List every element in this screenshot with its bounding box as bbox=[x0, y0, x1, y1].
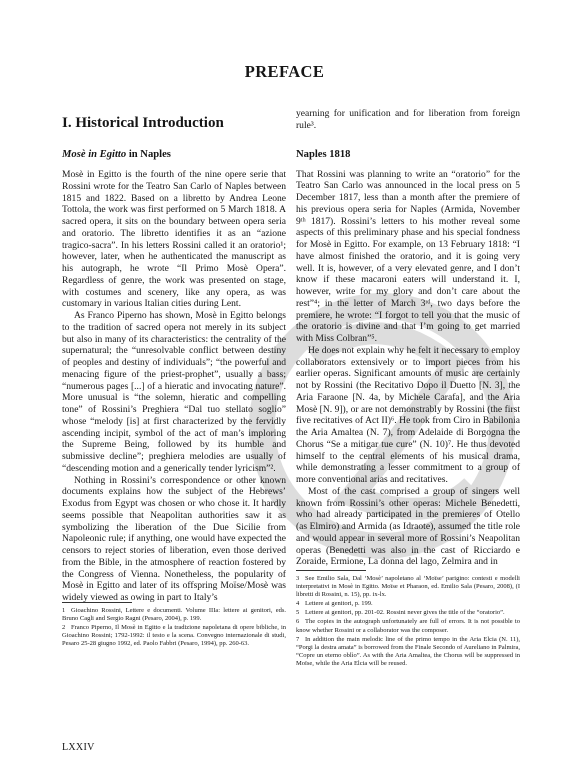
paragraph: As Franco Piperno has shown, Mosè in Egitto belongs to the tradition of sacred opera not merely in its subject but also in many of its characteristics: the centrality of the supernatural; the “unresolvable conflict between destiny of peoples and destiny of individuals”; “the powerful and menacing figure of the priest-prophet”, usually a bass; “numerous pages [...] of a hieratic and invocating nature”. More unusual is “the solemn, hieratic and compelling tone” of Rossini’s Preghiera “Dal tuo stellato soglio” whose “melody [is] at first characterized by the fervidly ascending incipit, symbol of the act of man’s imploring the Supreme Being, followed by its humble and submissive decline”; preghiera melodies are usually of “descending motion and a generically tender lyricism”². bbox=[62, 310, 286, 474]
page-title: PREFACE bbox=[244, 62, 325, 81]
footnotes-left bbox=[62, 602, 286, 649]
paragraph: Most of the cast comprised a group of singers well known from Rossini’s other operas: Michele Benedetti, who had already participated in the premieres of Otello (as Elmiro) and Armida (as Idraote), assumed the title role and would appear in several more of Rossini’s Neapolitan operas (Benedetti was also in the cast of Ricciardo e Zoraide, Ermione, La donna del lago, Zelmira and in bbox=[296, 485, 520, 568]
footnote-number: 7 bbox=[296, 635, 300, 643]
footnote bbox=[296, 575, 520, 599]
footnote-text: See Emilio Sala, Dal ‘Mosè’ napoletano al ‘Moïse’ parigino: contesti e modelli interpretativi in Mosè in Egitto. Moïse et Pharaon, ed. Emilio Sala (Pesaro, 2008), (I libretti di Rossini, n. 15), pp. ix-lx. bbox=[296, 575, 520, 599]
footnote bbox=[296, 636, 520, 668]
footnote-number: 5 bbox=[296, 609, 300, 617]
paragraph: That Rossini was planning to write an “oratorio” for the Teatro San Carlo was announced in the local press on 5 December 1817, less than a month after the premiere of his previous opera seria for Naples (Armida, November 9ᵗʰ 1817). Rossini’s letters to his mother reveal some aspects of this preliminary phase and his special fondness for Mosè in Egitto. For example, on 13 February 1818: “I have almost finished the oratorio, and it is going very well. It is, however, of a very elevated genre, and I don’t know if these macaroni eaters will understand it. I, however, write for my glory and don’t care about the rest”⁴; in the letter of March 3ʳᵈ, two days before the premiere, he wrote: “I forgot to tell you that the music of the oratorio is divine and that I’m going to get married with Miss Colbran”⁵. bbox=[296, 168, 520, 344]
footnote-number: 2 bbox=[62, 624, 66, 632]
paragraph: Mosè in Egitto is the fourth of the nine opere serie that Rossini wrote for the Teatro San Carlo of Naples between 1815 and 1822. Based on a libretto by Andrea Leone Tottola, the work was first performed on 5 March 1818. A sacred opera, it sits on the boundary between opera seria and oratorio. The libretto identifies it as an “azione tragico-sacra”. In his letters Rossini called it an oratorio¹; however, later, when he authenticated the manuscript as his autograph, he wrote “Il Primo Mosè Opera”. Regardless of genre, the work was presented on stage, with costumes and scenery, like any opera, as was customary in various Italian cities during Lent. bbox=[62, 169, 286, 310]
footnote-number: 3 bbox=[296, 575, 300, 582]
footnote-text: In addition the main melodic line of the primo tempo in the Aria Elcia (N. 11), “Porgi la destra amata” is borrowed from the Finale Secondo of Aureliano in Palmira, “Copre un eterno oblìo”. As with the Aria Amaltea, the Chorus will be suppressed in Moïse, while the Aria Elcia will be reused. bbox=[296, 635, 520, 667]
footnote-text: Lettere ai genitori, pp. 201-02. Rossini never gives the title of the “oratorio”. bbox=[305, 609, 505, 617]
footnote-number: 4 bbox=[296, 600, 300, 608]
footnote-number: 6 bbox=[296, 618, 300, 626]
footnote-text: Gioachino Rossini, Lettere e documenti. Volume IIIa: lettere ai genitori, eds. Bruno Cagli and Sergio Ragni (Pesaro, 2004), p. 199. bbox=[62, 607, 286, 623]
subhead-mose-in-naples bbox=[62, 148, 286, 161]
footnote-text: Franco Piperno, Il Mosè in Egitto e la tradizione napoletana di opere bibliche, in Gioachino Rossini; 1792-1992: il testo e la scena. Convegno internazionale di studi, Pesaro 25-28 giugno 1992, ed. Paolo Fabbri (Pesaro, 1994), pp. 260-63. bbox=[62, 624, 286, 648]
footnote bbox=[296, 618, 520, 634]
footnote bbox=[62, 624, 286, 648]
page-number: LXXIV bbox=[62, 742, 95, 753]
subhead-naples-1818: Naples 1818 bbox=[296, 148, 351, 160]
subhead-rest: in Naples bbox=[126, 149, 171, 160]
footnote-number: 1 bbox=[62, 607, 66, 614]
footnote bbox=[62, 607, 286, 623]
section-title: I. Historical Introduction bbox=[62, 115, 224, 131]
footnote-text: Lettere ai genitori, p. 199. bbox=[305, 600, 373, 608]
footnote bbox=[296, 609, 520, 617]
paragraph: yearning for unification and for liberation from foreign rule³. bbox=[296, 108, 520, 131]
footnote-text: The copies in the autograph unfortunately are full of errors. It is not possible to know whether Rossini or a collaborator was the composer. bbox=[296, 618, 520, 634]
left-column bbox=[62, 108, 286, 604]
footnote-rule bbox=[296, 570, 366, 571]
paragraph: He does not explain why he felt it necessary to employ collaborators extensively or to import pieces from his earlier operas. Significant amounts of music are certainly not by Rossini (the Recitativo Dopo il Duetto [N. 3], the Aria Faraone [N. 4a, by Michele Carafa], and the Aria Mosè [N. 9]), or are not demonstrably by Rossini (the first five recitatives of Act II)⁶. He took from Ciro in Babilonia the Aria Amaltea (N. 7), from Adelaide di Borgogna the Chorus “Se a mitigar tue cure” (N. 10)⁷. He thus devoted himself to the central elements of his musical drama, while demonstrating a lesser commitment to a group of more conventional arias and recitatives. bbox=[296, 344, 520, 485]
footnote bbox=[296, 600, 520, 608]
right-column bbox=[296, 108, 520, 568]
footnote-rule bbox=[62, 602, 132, 603]
subhead-title: Mosè in Egitto bbox=[62, 149, 127, 160]
paragraph: Nothing in Rossini’s correspondence or other known documents explains how the subject of the Hebrews’ Exodus from Egypt was chosen or who chose it. It hardly seems possible that Neapolitan authorities saw it as symbolizing the liberation of the Due Sicilie from Napoleonic rule; if anything, one would have expected the censors to reject stories of liberation, even those derived from the Bible, in the atmosphere of reaction fostered by the Congress of Vienna. Nonetheless, the popularity of Mosè in Egitto and later of its offspring Moïse/Mosè was widely viewed as owing in part to Italy’s bbox=[62, 474, 286, 603]
footnotes-right bbox=[296, 570, 520, 669]
